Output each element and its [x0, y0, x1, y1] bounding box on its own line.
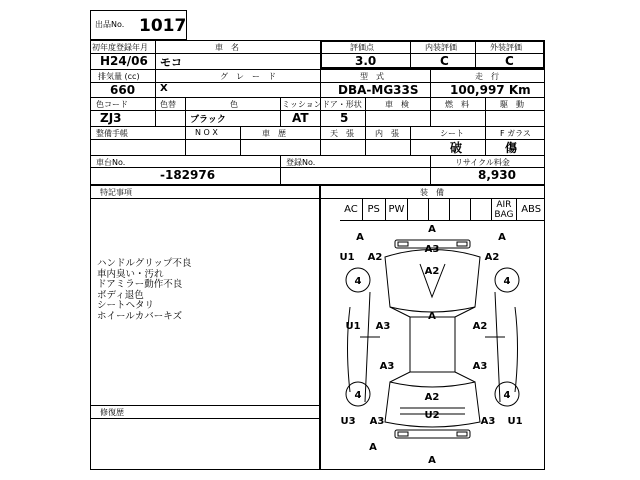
diag-label: A3: [472, 361, 488, 372]
fuel-header: 燃 料: [445, 100, 469, 109]
model-value: DBA-MG33S: [338, 83, 419, 97]
diag-label: U2: [424, 410, 440, 421]
diag-label: U1: [339, 252, 355, 263]
equipment-row: [340, 199, 545, 221]
color-value: ブラック: [190, 115, 226, 125]
note-line: シートヘタリ: [97, 300, 155, 311]
equipment-header: 装 備: [420, 188, 444, 197]
inspection-header: 車 検: [385, 100, 409, 109]
seat-header: シート: [440, 129, 464, 138]
score-header: 評価点: [350, 43, 374, 52]
lot-number-box: [90, 10, 187, 40]
diag-label: A3: [369, 416, 385, 427]
transmission-header: ミッション: [282, 100, 322, 109]
model-header: 型 式: [360, 72, 384, 81]
diag-label: A: [428, 224, 436, 235]
displacement-header: 排気量 (cc): [98, 72, 140, 81]
drive-header: 駆 動: [500, 100, 524, 109]
grade-value: X: [160, 83, 168, 94]
diag-label: U3: [340, 416, 356, 427]
grade-header: グ レ ー ド: [220, 72, 276, 81]
manual-header: 整備手帳: [96, 129, 128, 138]
exterior-header: 外装評価: [490, 43, 522, 52]
interior-header: 内装評価: [425, 43, 457, 52]
year-value: H24/06: [100, 54, 148, 68]
diag-label: U1: [345, 321, 361, 332]
lot-label: 出品No.: [95, 20, 125, 29]
diag-label: A2: [424, 392, 440, 403]
lot-number: 1017: [139, 16, 187, 36]
color-code-header: 色コード: [96, 100, 128, 109]
color-code-value: ZJ3: [100, 111, 122, 125]
repair-header: 修復歴: [100, 408, 124, 417]
mileage-header: 走 行: [475, 72, 499, 81]
equipment-cell: [471, 199, 492, 221]
equipment-cell: ABS: [517, 199, 545, 221]
note-line: ホイールカバーキズ: [97, 310, 183, 322]
diag-label: A2: [484, 252, 500, 263]
car-damage-diagram: [320, 222, 545, 470]
note-line: 車内臭い・汚れ: [97, 268, 164, 280]
glass-header: F ガラス: [500, 129, 531, 138]
equipment-cell: [408, 199, 429, 221]
interior-lining-header: 内 張: [375, 129, 399, 138]
car-name-value: モコ: [160, 56, 182, 69]
score-value: 3.0: [355, 54, 377, 68]
diag-label: U1: [507, 416, 523, 427]
exterior-value: C: [505, 54, 514, 68]
chassis-value: -182976: [160, 168, 216, 182]
diag-label: A: [428, 455, 436, 466]
color-header: 色: [230, 100, 238, 109]
diag-label: 4: [503, 276, 511, 287]
diag-label: A3: [424, 244, 440, 255]
history-header: 車 歴: [262, 129, 286, 138]
glass-value: 傷: [505, 141, 518, 155]
notes-area: [90, 185, 320, 470]
diag-label: A: [428, 311, 436, 322]
mileage-value: 100,997 Km: [450, 83, 531, 97]
color-swap-header: 色替: [160, 100, 176, 109]
diag-label: A: [498, 232, 506, 243]
equipment-cell: AC: [340, 199, 363, 221]
notes-header: 特記事項: [100, 188, 132, 197]
seat-value: 破: [450, 141, 463, 155]
displacement-value: 660: [110, 83, 136, 97]
year-header: 初年度登録年月: [92, 43, 148, 52]
note-line: ボディ退色: [97, 289, 144, 301]
equipment-cell: PS: [363, 199, 386, 221]
door-header: ドア・形状: [322, 100, 362, 109]
diag-label: A2: [424, 266, 440, 277]
car-name-header: 車 名: [215, 43, 239, 52]
diag-label: A: [369, 442, 377, 453]
equipment-cell: AIR BAG: [492, 199, 518, 221]
diag-label: A2: [367, 252, 383, 263]
equipment-cell: PW: [386, 199, 409, 221]
note-line: ハンドルグリップ不良: [97, 258, 192, 269]
diag-label: A2: [472, 321, 488, 332]
nox-header: N O X: [195, 128, 218, 137]
chassis-header: 車台No.: [96, 158, 126, 167]
diag-label: 4: [354, 390, 362, 401]
transmission-value: AT: [292, 111, 309, 125]
equipment-cell: [429, 199, 450, 221]
notes-list: [97, 259, 191, 322]
diag-label: A3: [480, 416, 496, 427]
diag-label: A3: [379, 361, 395, 372]
equipment-cell: [450, 199, 471, 221]
recycle-value: 8,930: [478, 168, 516, 182]
door-value: 5: [340, 111, 349, 125]
diag-label: A3: [375, 321, 391, 332]
diag-label: A: [356, 232, 364, 243]
recycle-header: リサイクル料金: [455, 158, 510, 167]
diag-label: 4: [354, 276, 362, 287]
sunroof-header: 天 張: [330, 129, 354, 138]
reg-header: 登録No.: [286, 158, 316, 167]
diag-label: 4: [503, 390, 511, 401]
interior-value: C: [440, 54, 449, 68]
note-line: ドアミラー動作不良: [97, 279, 183, 290]
